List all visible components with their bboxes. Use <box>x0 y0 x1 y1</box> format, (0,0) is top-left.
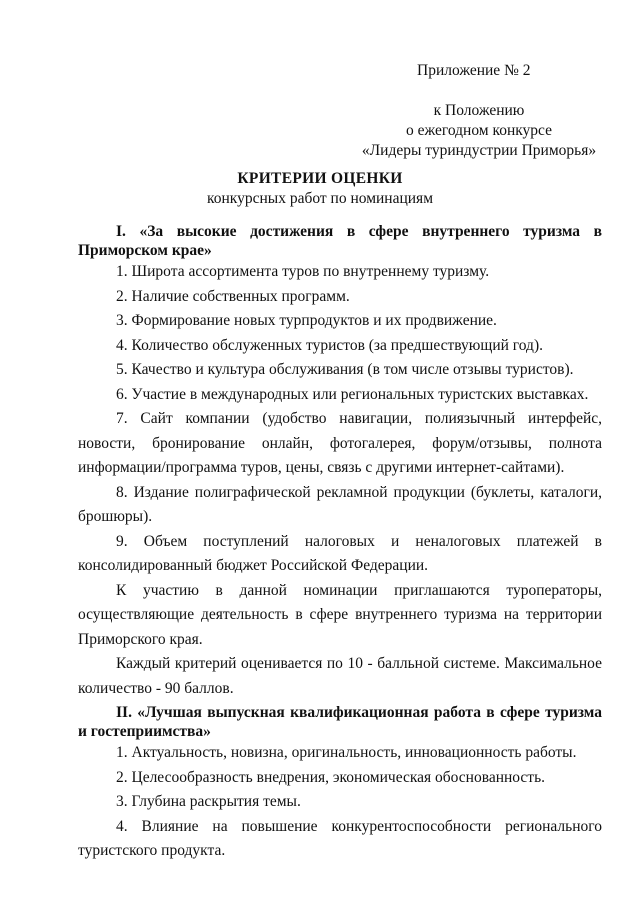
criterion-item: 5. Качество и культура обслуживания (в том числе отзывы туристов). <box>116 361 574 378</box>
participation-note: К участию в данной номинации приглашаются туроператоры, осуществляющие деятельность в сфере внутреннего туризма на территории Приморского края. <box>78 581 602 648</box>
criterion-item: 3. Формирование новых турпродуктов и их продвижение. <box>116 312 497 329</box>
criterion-item: 4. Количество обслуженных туристов (за предшествующий год). <box>116 336 543 354</box>
criterion-item: 1. Широта ассортимента туров по внутреннему туризму. <box>116 263 490 280</box>
criterion-item: 3. Глубина раскрытия темы. <box>116 793 301 810</box>
section-heading: II. «Лучшая выпускная квалификационная работа в сфере туризма и гостеприимства» <box>78 704 602 740</box>
criterion-item: 2. Целесообразность внедрения, экономическая обоснованность. <box>116 768 546 786</box>
document-body <box>78 220 602 864</box>
criterion-item: 6. Участие в международных или региональных туристских выставках. <box>116 385 589 403</box>
reference-line: к Положению <box>433 102 525 119</box>
criterion-item: 7. Сайт компании (удобство навигации, полиязычный интерфейс, новости, бронирование онлайн, фотогалерея, форум/отзывы, полнота информации/программа туров, цены, связь с другими интернет-сайтами). <box>78 410 602 476</box>
reference-line: «Лидеры туриндустрии Приморья» <box>361 142 597 159</box>
appendix-reference <box>356 101 602 161</box>
document-title: КРИТЕРИИ ОЦЕНКИ <box>237 170 403 187</box>
criterion-item: 8. Издание полиграфической рекламной продукции (буклеты, каталоги, брошюры). <box>78 483 602 525</box>
criterion-item: 2. Наличие собственных программ. <box>116 287 350 305</box>
scoring-note: Каждый критерий оценивается по 10 - балльной системе. Максимальное количество - 90 баллов. <box>78 655 602 697</box>
reference-line: о ежегодном конкурсе <box>405 122 553 139</box>
section-heading: I. «За высокие достижения в сфере внутреннего туризма в Приморском крае» <box>78 223 602 259</box>
appendix-number: Приложение № 2 <box>417 62 531 79</box>
criterion-item: 1. Актуальность, новизна, оригинальность, инновационность работы. <box>116 744 577 761</box>
document-subtitle: конкурсных работ по номинациям <box>207 190 433 207</box>
criterion-item: 4. Влияние на повышение конкурентоспособности регионального туристского продукта. <box>78 817 602 859</box>
criterion-item: 9. Объем поступлений налоговых и неналоговых платежей в консолидированный бюджет Российской Федерации. <box>78 532 602 574</box>
